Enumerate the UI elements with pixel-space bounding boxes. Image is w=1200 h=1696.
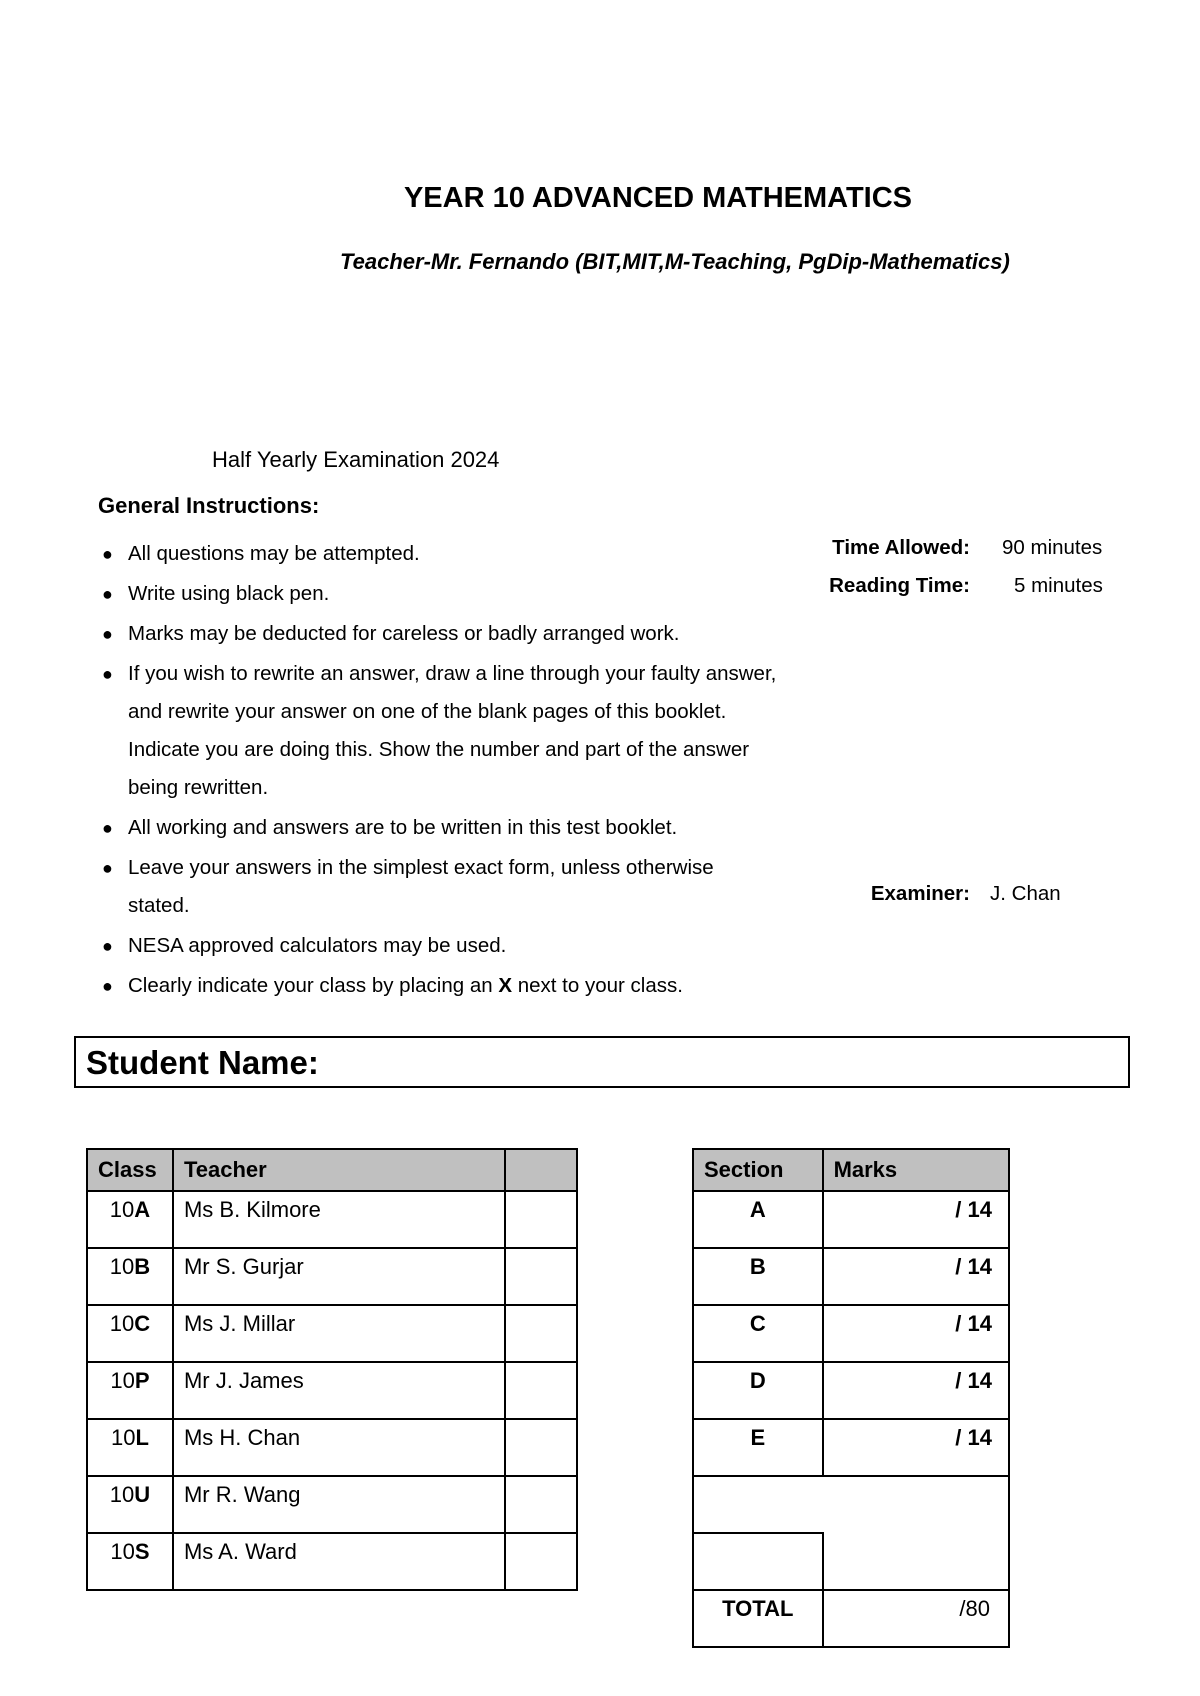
teacher-name: Ms B. Kilmore	[173, 1191, 505, 1248]
class-code: 10L	[87, 1419, 173, 1476]
class-select-cell[interactable]	[505, 1476, 577, 1533]
teacher-name: Ms A. Ward	[173, 1533, 505, 1590]
teacher-name: Ms H. Chan	[173, 1419, 505, 1476]
class-select-cell[interactable]	[505, 1362, 577, 1419]
reading-time-value: 5 minutes	[1014, 574, 1103, 597]
instruction-item: ● NESA approved calculators may be used.	[98, 927, 778, 965]
exam-name: Half Yearly Examination 2024	[212, 447, 500, 472]
bullet-icon: ●	[102, 544, 113, 564]
examiner-label: Examiner:	[870, 882, 970, 905]
bullet-icon: ●	[102, 624, 113, 644]
empty-cell	[823, 1533, 1009, 1590]
table-row	[87, 1248, 577, 1305]
section-marks[interactable]: / 14	[823, 1305, 1009, 1362]
total-marks[interactable]: /80	[823, 1590, 1009, 1647]
instruction-item: ● All questions may be attempted.	[98, 535, 778, 573]
class-code: 10B	[87, 1248, 173, 1305]
table-row	[693, 1191, 1009, 1248]
table-row	[87, 1476, 577, 1533]
section-marks[interactable]: / 14	[823, 1191, 1009, 1248]
section-marks[interactable]: / 14	[823, 1419, 1009, 1476]
teacher-credit: Teacher-Mr. Fernando (BIT,MIT,M-Teaching, PgDip-Mathematics)	[340, 249, 1010, 274]
table-row	[87, 1362, 577, 1419]
reading-time-label: Reading Time:	[829, 574, 970, 597]
teacher-name: Mr J. James	[173, 1362, 505, 1419]
instructions-heading: General Instructions:	[98, 493, 320, 518]
instruction-item: ● Clearly indicate your class by placing an X next to your class.	[98, 967, 778, 1005]
bullet-icon: ●	[102, 818, 113, 838]
empty-cell	[693, 1533, 823, 1590]
column-header-teacher: Teacher	[173, 1149, 505, 1191]
column-header-marks: Marks	[823, 1149, 1009, 1191]
teacher-name: Mr R. Wang	[173, 1476, 505, 1533]
section-marks[interactable]: / 14	[823, 1248, 1009, 1305]
section-label: A	[693, 1191, 823, 1248]
class-code: 10U	[87, 1476, 173, 1533]
table-row	[693, 1305, 1009, 1362]
time-allowed-label: Time Allowed:	[832, 536, 970, 559]
empty-cell	[693, 1476, 1009, 1533]
class-code: 10A	[87, 1191, 173, 1248]
class-select-cell[interactable]	[505, 1419, 577, 1476]
table-row-empty	[693, 1476, 1009, 1533]
class-table	[86, 1148, 578, 1591]
teacher-name: Ms J. Millar	[173, 1305, 505, 1362]
bullet-icon: ●	[102, 936, 113, 956]
section-label: E	[693, 1419, 823, 1476]
total-row	[693, 1590, 1009, 1647]
column-header-class: Class	[87, 1149, 173, 1191]
table-row	[87, 1533, 577, 1590]
bullet-icon: ●	[102, 976, 113, 996]
instruction-item: ● Marks may be deducted for careless or badly arranged work.	[98, 615, 778, 653]
student-name-field[interactable]	[74, 1036, 1130, 1088]
section-label: B	[693, 1248, 823, 1305]
instruction-item: ● If you wish to rewrite an answer, draw a line through your faulty answer, and rewrite your answer on one of the blank pages of this booklet. Indicate you are doing this. Show the number and part of the answer being rewritten.	[98, 655, 778, 807]
marks-table	[692, 1148, 1010, 1648]
table-header-row	[693, 1149, 1009, 1191]
teacher-name: Mr S. Gurjar	[173, 1248, 505, 1305]
instruction-item: ● Leave your answers in the simplest exact form, unless otherwise stated.	[98, 849, 778, 925]
table-row	[87, 1305, 577, 1362]
page-title: YEAR 10 ADVANCED MATHEMATICS	[403, 182, 913, 214]
table-header-row	[87, 1149, 577, 1191]
class-select-cell[interactable]	[505, 1191, 577, 1248]
table-row	[693, 1362, 1009, 1419]
class-code: 10S	[87, 1533, 173, 1590]
section-label: D	[693, 1362, 823, 1419]
column-header-mark	[505, 1149, 577, 1191]
class-select-cell[interactable]	[505, 1533, 577, 1590]
class-select-cell[interactable]	[505, 1248, 577, 1305]
instructions-list	[98, 535, 778, 1007]
instruction-item: ● All working and answers are to be written in this test booklet.	[98, 809, 778, 847]
student-name-label: Student Name:	[86, 1044, 319, 1081]
table-row-empty	[693, 1533, 1009, 1590]
table-row	[87, 1419, 577, 1476]
bullet-icon: ●	[102, 664, 113, 684]
examiner-value: J. Chan	[990, 882, 1061, 905]
class-code: 10P	[87, 1362, 173, 1419]
table-row	[87, 1191, 577, 1248]
instruction-item: ● Write using black pen.	[98, 575, 778, 613]
table-row	[693, 1419, 1009, 1476]
section-marks[interactable]: / 14	[823, 1362, 1009, 1419]
table-row	[693, 1248, 1009, 1305]
bullet-icon: ●	[102, 584, 113, 604]
class-code: 10C	[87, 1305, 173, 1362]
section-label: C	[693, 1305, 823, 1362]
time-allowed-value: 90 minutes	[1002, 536, 1103, 559]
column-header-section: Section	[693, 1149, 823, 1191]
total-label: TOTAL	[693, 1590, 823, 1647]
class-select-cell[interactable]	[505, 1305, 577, 1362]
bullet-icon: ●	[102, 858, 113, 878]
